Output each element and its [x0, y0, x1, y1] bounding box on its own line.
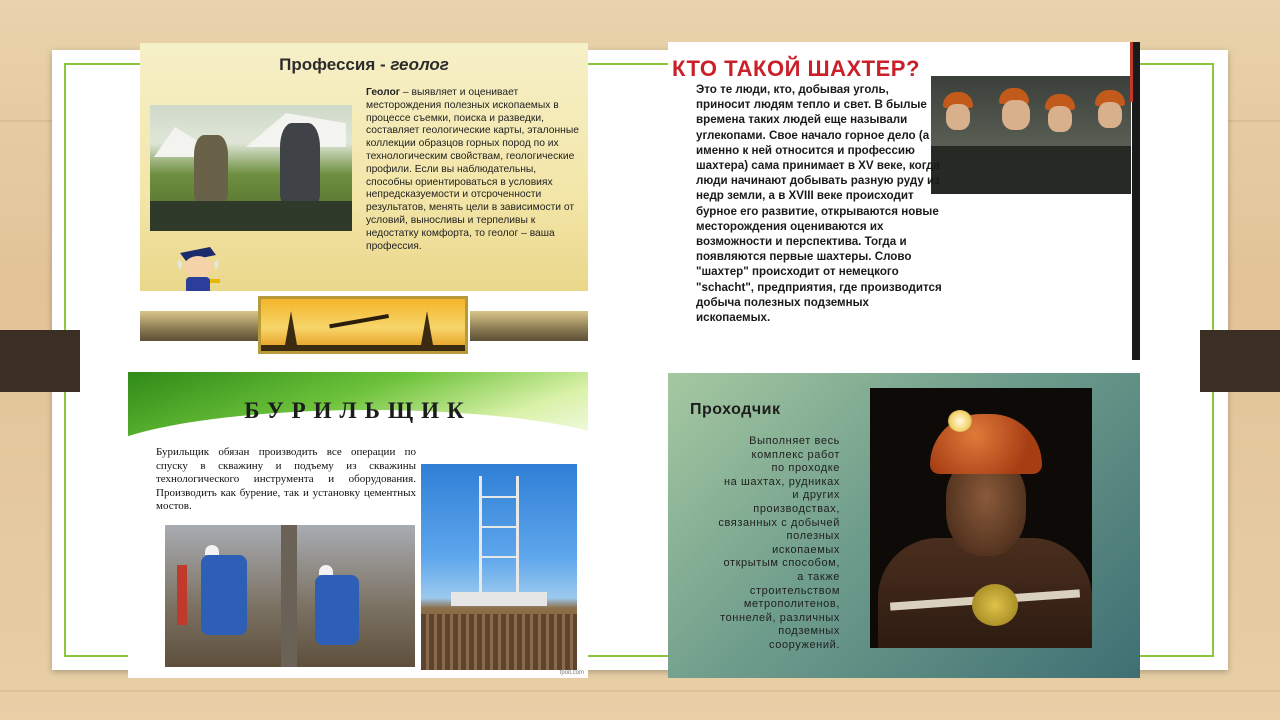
extinguisher-shape: [177, 565, 187, 625]
face-shape: [946, 104, 970, 130]
ground-shape: [261, 345, 465, 351]
geolog-title: [140, 55, 588, 75]
miner-helmet-shape: [930, 414, 1042, 474]
respirator-shape: [972, 584, 1018, 626]
description-line: полезных: [786, 530, 840, 543]
geolog-title-italic: геолог: [390, 55, 449, 74]
geolog-panel: [140, 43, 588, 360]
helmet-lamp-shape: [948, 410, 972, 432]
prokhodchik-panel: [668, 373, 1140, 678]
description-line: и других: [792, 489, 840, 502]
wood-grain: [0, 690, 1280, 692]
description-line: производствах,: [753, 502, 840, 515]
description-line: Выполняет весь: [749, 435, 840, 447]
description-line: сооружений.: [769, 638, 840, 651]
rig-tower: [479, 476, 519, 596]
description-line: на шахтах, рудниках: [723, 475, 840, 488]
drillers-photo: [165, 525, 415, 667]
burilshik-panel: [128, 372, 588, 678]
face-shape: [1048, 106, 1072, 132]
pipe-shape: [281, 525, 297, 667]
banner-strip-right: [470, 311, 588, 341]
pipe-rack: [421, 614, 577, 670]
description-line: подземных: [778, 625, 840, 638]
description-line: ископаемых: [772, 543, 840, 556]
rig-crossbar: [482, 526, 516, 528]
person-shape: [194, 135, 228, 201]
description-line: открытым способом,: [723, 557, 840, 570]
face-shape: [1098, 102, 1122, 128]
derrick-shape: [421, 311, 433, 345]
banner-strip-left: [140, 311, 258, 341]
equipment-shape: [150, 201, 352, 231]
prokhodchik-description: [676, 435, 840, 653]
drilling-rig-photo: [421, 464, 577, 670]
panel-edge-bar: [1132, 42, 1140, 360]
oil-pump-image: [258, 296, 468, 354]
derrick-shape: [285, 311, 297, 345]
rig-crossbar: [482, 556, 516, 558]
right-tab: [1200, 330, 1280, 392]
geologist-photo: [150, 105, 352, 231]
panel-edge-accent: [1130, 42, 1133, 102]
photo-credit: fpoit.com: [559, 670, 584, 676]
left-tab: [0, 330, 80, 392]
description-line: комплекс работ: [751, 448, 840, 461]
rig-platform: [451, 592, 547, 606]
person-shape: [280, 123, 320, 203]
face-shape: [1002, 100, 1030, 130]
geolog-body: – выявляет и оценивает месторождения полезных ископаемых в процессе съемки, поиска и разведки, составляет геологические карты, эталонные коллекции образцов горных пород по их технологическим свойствам, геологические профили. Если вы наблюдательны, способны ориентироваться в условиях непредсказуемости и отсроченности результатов, менять цели в зависимости от условий, выносливы и терпеливы к недостатку комфорта, то геолог – ваша профессия.: [366, 87, 579, 252]
tunneler-miner-photo: [870, 388, 1092, 648]
burilshik-description: Бурильщик обязан производить все операции по спуску в скважину и подъему из скважины технологического инструмента и оборудования. Производить как бурение, так и установку цементных мостов.: [156, 446, 416, 512]
jackets-shape: [931, 146, 1131, 194]
prokhodchik-title: Проходчик: [690, 401, 781, 418]
description-line: связанных с добычей: [718, 516, 840, 529]
oil-derrick-banner: [140, 291, 588, 360]
description-line: тоннелей, различных: [720, 611, 840, 624]
worker-shape: [201, 555, 247, 635]
description-line: по проходке: [771, 462, 840, 475]
hardhat-shape: [319, 565, 333, 575]
geolog-description: [366, 87, 580, 253]
geolog-title-prefix: Профессия -: [279, 55, 391, 74]
hardhat-shape: [205, 545, 219, 555]
description-line: строительством: [749, 584, 840, 597]
rig-crossbar: [482, 496, 516, 498]
geolog-term: Геолог: [366, 87, 401, 98]
shakhter-description: Это те люди, кто, добывая уголь, приносит людям тепло и свет. В былые времена таких людей еще называли углекопами. Свое начало горное дело (а именно к ней относится и профессию шахтера) сама принимает в XV веке, когда люди начинают добывать разную руду из недр земли, а в XVIII веке происходит бурное его развитие, открываются новые месторождения оцениваются их возможности и перспектива. Тогда и появляются первые шахтеры. Слово "шахтер" происходит от немецкого "schacht", предприятия, где производится добыча полезных подземных ископаемых.: [696, 83, 942, 325]
worker-shape: [315, 575, 359, 645]
burilshik-title: БУРИЛЬЩИК: [244, 398, 472, 423]
shakhter-panel: [668, 42, 1140, 360]
shakhter-title: КТО ТАКОЙ ШАХТЕР?: [672, 56, 920, 81]
miners-photo: [931, 76, 1131, 194]
description-line: метрополитенов,: [743, 598, 840, 611]
description-line: а также: [797, 570, 840, 583]
